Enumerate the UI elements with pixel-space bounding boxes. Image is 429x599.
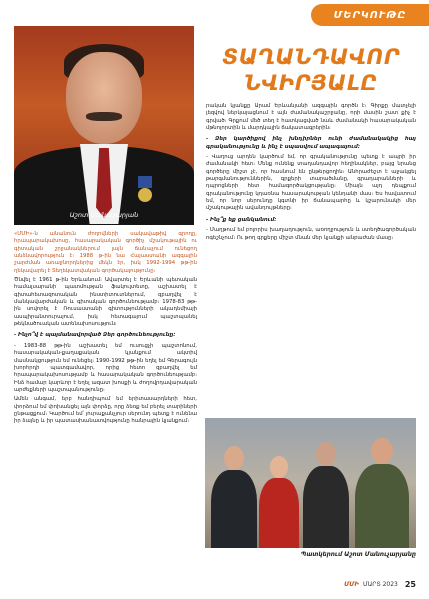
article-title <box>206 44 416 96</box>
group-photo-caption: Պատկերում Աշոտ Մանուչարյանը <box>300 552 416 558</box>
title-line-2: ՆՎԻՐՅԱԼԸ <box>244 71 378 95</box>
right-question-2: - Ինչ՞ք եք ցանկանում։ <box>206 216 277 223</box>
left-paragraph-2: - 1983-88 թթ-ին աշխատել եմ ուսուցչի պաշտոնում, հասարակական-քաղաքական կյանքում ակտիվ մասնակցություն եմ ունեցել։ 1990-1992 թթ-ին եղել եմ Գերագույն խորհրդի պատգամավոր, որից հետո զբաղվել եմ հրապարակախոսությամբ և հասարակական գործունեությամբ։ Ինձ համար կարևոր է եղել ազատ խոսքի և ժողովրդավարական արժեքների պաշտպանությունը։ <box>14 342 197 393</box>
section-tab <box>311 4 429 26</box>
footer-brand: ՄՄԻ <box>344 581 359 588</box>
title-line-1: ՏԱՂԱՆԴԱՎՈՐ <box>222 45 400 69</box>
section-label: ՄԵՐԿՈՒԹԸ <box>333 9 407 21</box>
person-2 <box>259 456 299 548</box>
portrait-photo <box>14 26 194 225</box>
person-1 <box>211 446 257 548</box>
right-paragraph-3: - Մաղթում եմ բոլորիս խաղաղություն, առողջություն և ստեղծագործական ոգեշնչում։ Ու թող գրքերը միշտ մնան մեր կյանքի անբաժան մասը։ <box>206 227 416 241</box>
portrait-caption: Աշոտ Մանուչարյան <box>69 211 139 219</box>
left-paragraph-1: Ծնվել է 1961 թ-ին Երևանում։ Ավարտել է Երևանի պետական համալսարանի պատմության ֆակուլտետը, աշխատել է գիտահետազոտական ինստիտուտներում, զբաղվել է մանկավարժական և գիտական գործունեությամբ։ 1978-83 թթ-ին սովորել է Ռուսաստանի գիտությունների ակադեմիայի ասպիրանտուրայում, իսկ հետագայում պաշտպանել թեկնածուական ատենախոսություն։ <box>14 277 197 328</box>
left-question-1: - Ինչո՞վ է պայմանավորված Ձեր գործունեությունը։ <box>14 332 176 339</box>
left-column-text <box>14 231 197 428</box>
footer-issue: ՄԱՐՏ 2023 <box>362 581 398 588</box>
page-number: 25 <box>404 580 416 589</box>
lead-paragraph: «ՄՄԻ»-ն անանուն ժողովների սակավաթիվ գրողը, հրապարակախոսը, հասարակական գործիչ մշակութային ու գիտական շրջանակներում լայն ճանաչում ունեցող անձնավորություն է։ 1988 թ-ին նա Հայաստանի ազգային շարժման առաջնորդներից մեկն էր, իսկ 1992-1994 թթ-ին ղեկավարել է Տեղեկատվական գործակալությունը։ <box>14 231 197 274</box>
person-4 <box>355 438 409 548</box>
right-paragraph-1: րական կյանքը Արամ Երևանյանի ազգային գործն է։ Գիրքը մատչելի լեզվով ներկայացնում է այն ժամանակաշրջանը, որի մասին շատ քիչ է գրված։ Գրքում մեծ տեղ է հատկացված նաև ժամանակի հասարակական մթնոլորտին և մարդկային ճակատագրերին։ <box>206 103 416 132</box>
group-photo <box>205 418 416 548</box>
right-paragraph-2: - Վաղուց արդեն կարծում եմ, որ գրականությունը պետք է ապրի իր ժամանակի հետ։ Մենք ունենք տաղանդավոր հեղինակներ, բայց նրանց գործերը միշտ չէ, որ հասնում են ընթերցողին։ Անհրաժեշտ է աջակցել թարգմանություններին, գրքերի տարածմանը, գրադարանների և դպրոցների հետ համագործակցությանը։ Միայն այդ դեպքում գրականությունը կդառնա հասարակության կենդանի մաս։ Ես հավատում եմ, որ նոր սերունդը կգտնի իր ճանապարհը և կշարունակի մեր մշակութային ավանդույթները։ <box>206 154 416 212</box>
left-paragraph-3: Ամեն անգամ, երբ հանդիպում եմ երիտասարդների հետ, փորձում եմ փոխանցել այն փորձը, որը ձեռք եմ բերել տարիների ընթացքում։ Կարծում եմ՝ յուրաքանչյուր սերունդ պետք է ունենա իր ձայնը և իր պատասխանատվությունը հանրային կյանքում։ <box>14 396 197 425</box>
person-3 <box>303 442 349 548</box>
page-footer <box>344 580 416 589</box>
right-question-1: - Ձեր կարծիքով ինչ խնդիրներ ունի ժամանակակից հայ գրականությունը և ինչ է սպասվում ապագայում։ <box>206 136 416 150</box>
medal-icon <box>138 176 152 202</box>
right-column-text <box>206 103 416 244</box>
